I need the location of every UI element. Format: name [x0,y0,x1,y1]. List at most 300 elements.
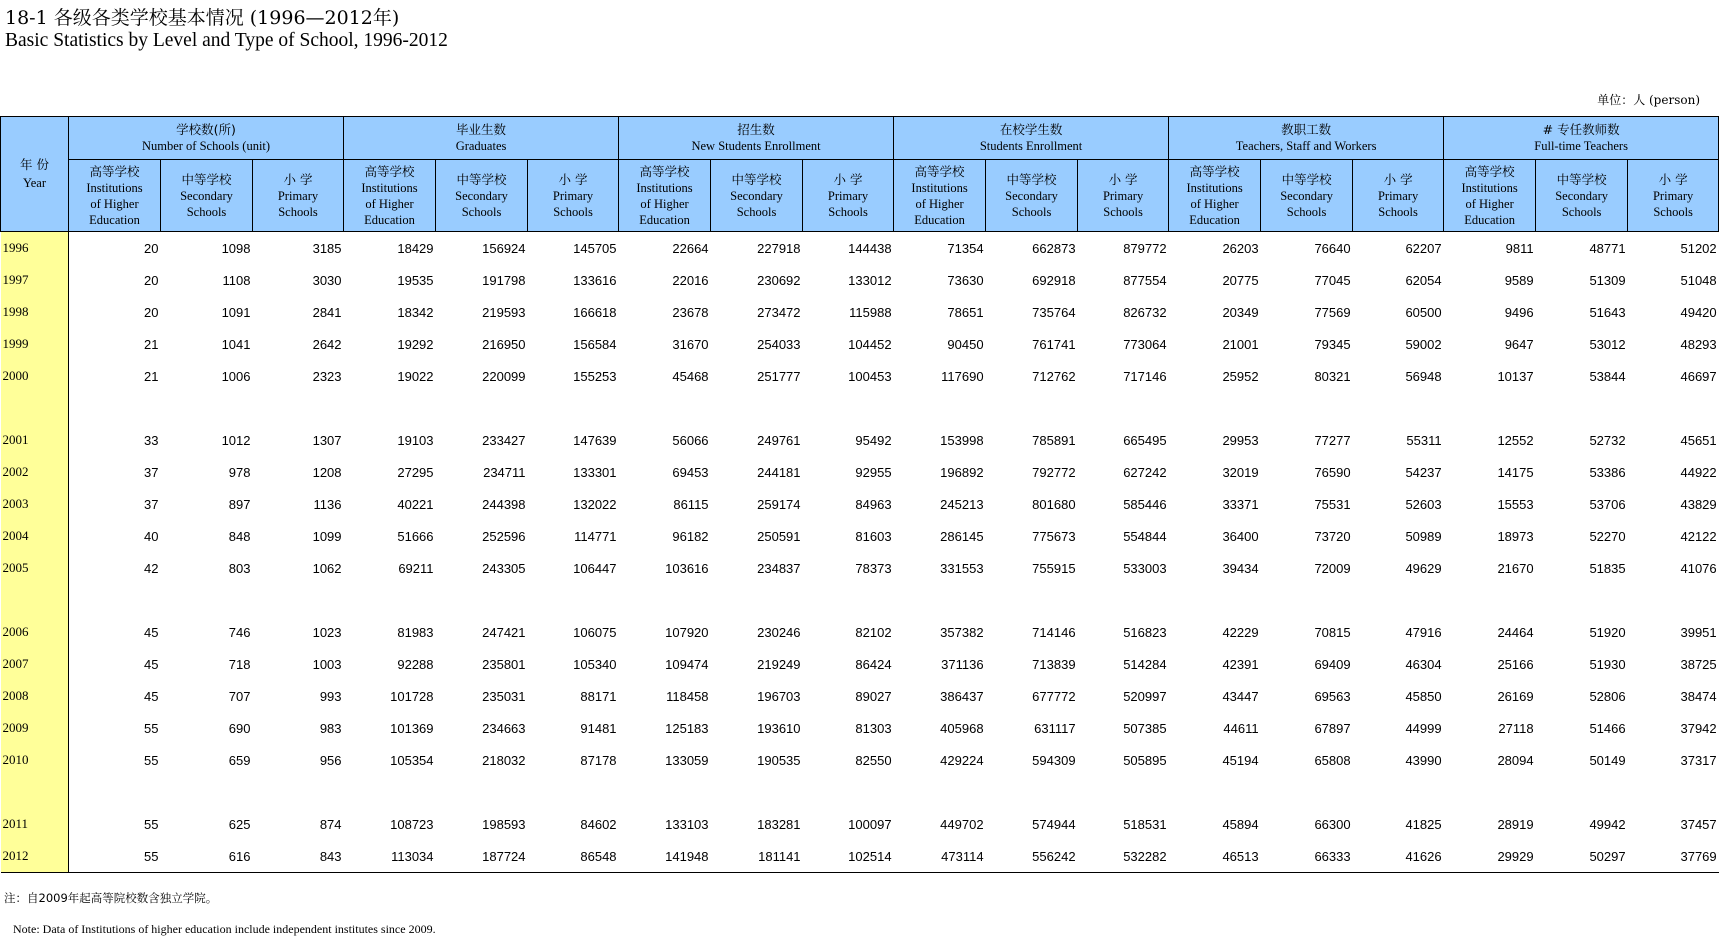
value-cell: 65808 [1314,752,1351,768]
value-cell: 249761 [757,432,801,448]
value-cell: 244398 [482,496,526,512]
value-cell: 879772 [1123,240,1167,256]
value-cell: 51643 [1589,304,1626,320]
empty-cell [711,392,803,424]
year-cell: 2007 [1,648,69,680]
value-cell: 505895 [1123,752,1167,768]
empty-cell [1628,584,1719,616]
value-cell: 15553 [1497,496,1534,512]
value-cell: 76640 [1314,240,1351,256]
value-cell: 235801 [482,656,526,672]
year-header: 年 份 Year [1,117,69,232]
value-cell: 190535 [757,752,801,768]
empty-cell [1353,776,1444,808]
spacer-row [1,584,1719,616]
value-cell: 993 [319,688,342,704]
value-cell: 234711 [483,464,526,480]
empty-cell [344,584,436,616]
value-cell: 54237 [1405,464,1442,480]
value-cell: 69409 [1314,656,1351,672]
value-cell: 429224 [940,752,984,768]
value-cell: 22664 [672,240,709,256]
value-cell: 75531 [1314,496,1351,512]
value-cell: 21670 [1497,560,1534,576]
empty-cell [1353,584,1444,616]
value-cell: 21 [144,368,159,384]
empty-cell [161,392,253,424]
empty-cell [1078,392,1169,424]
empty-cell [161,584,253,616]
empty-cell [803,776,894,808]
value-cell: 144438 [848,240,892,256]
value-cell: 792772 [1032,464,1076,480]
value-cell: 803 [228,560,251,576]
table-row [1,296,1719,328]
value-cell: 50297 [1536,840,1628,873]
value-cell: 1041 [221,336,251,352]
value-cell: 45 [144,656,159,672]
value-cell: 81303 [855,720,892,736]
value-cell: 254033 [757,336,801,352]
value-cell: 2841 [312,304,342,320]
value-cell: 1023 [312,624,342,640]
value-cell: 29953 [1222,432,1259,448]
value-cell: 156584 [573,336,617,352]
value-cell: 18429 [397,240,434,256]
value-cell: 51930 [1589,656,1626,672]
empty-cell [711,776,803,808]
value-cell: 133103 [665,816,709,832]
value-cell: 82550 [855,752,892,768]
value-cell: 56066 [672,432,709,448]
value-cell: 84963 [855,496,892,512]
value-cell: 250591 [757,528,801,544]
value-cell: 43990 [1405,752,1442,768]
value-cell: 32019 [1222,464,1259,480]
value-cell: 14175 [1497,464,1534,480]
value-cell: 45850 [1405,688,1442,704]
value-cell: 53844 [1589,368,1626,384]
value-cell: 53706 [1589,496,1626,512]
value-cell: 44611 [1223,720,1259,736]
footnote-en: Note: Data of Institutions of higher education include independent institutes since 2009. [13,922,436,936]
empty-cell [894,392,986,424]
value-cell: 70815 [1314,624,1351,640]
value-cell: 761741 [1032,336,1076,352]
value-cell: 690 [228,720,251,736]
value-cell: 244181 [757,464,801,480]
empty-cell [803,584,894,616]
value-cell: 42 [144,560,159,576]
subheader-secondary-schools: 中等学校 Secondary Schools [1536,160,1628,232]
value-cell: 77569 [1314,304,1351,320]
value-cell: 677772 [1032,688,1076,704]
value-cell: 53386 [1589,464,1626,480]
value-cell: 55 [144,752,159,768]
value-cell: 86115 [673,496,709,512]
value-cell: 24464 [1497,624,1534,640]
empty-cell [344,392,436,424]
year-cell: 2000 [1,360,69,392]
value-cell: 19535 [397,272,434,288]
empty-cell [1078,776,1169,808]
value-cell: 82102 [855,624,892,640]
value-cell: 1307 [312,432,342,448]
page-title-en: Basic Statistics by Level and Type of School, 1996-2012 [5,30,448,51]
value-cell: 357382 [940,624,984,640]
value-cell: 90450 [947,336,984,352]
value-cell: 233427 [482,432,526,448]
value-cell: 193610 [757,720,801,736]
value-cell: 52603 [1405,496,1442,512]
empty-cell [528,584,619,616]
empty-cell [986,392,1078,424]
value-cell: 118458 [666,688,709,704]
empty-cell [1536,392,1628,424]
empty-cell [1536,584,1628,616]
value-cell: 826732 [1123,304,1167,320]
value-cell: 95492 [855,432,892,448]
subheader-secondary-schools: 中等学校 Secondary Schools [1261,160,1353,232]
value-cell: 125183 [665,720,709,736]
empty-cell [1261,584,1353,616]
value-cell: 956 [319,752,342,768]
value-cell: 714146 [1032,624,1076,640]
table-row [1,264,1719,296]
table-row [1,232,1719,265]
value-cell: 983 [319,720,342,736]
value-cell: 3185 [312,240,342,256]
year-cell-empty [1,584,69,616]
value-cell: 36400 [1222,528,1259,544]
value-cell: 39951 [1680,624,1717,640]
value-cell: 227918 [757,240,801,256]
value-cell: 133059 [665,752,709,768]
page-title-cn: 18-1 各级各类学校基本情况 (1996—2012年) [5,7,400,29]
value-cell: 42122 [1680,528,1717,544]
value-cell: 3030 [312,272,342,288]
unit-label: 单位：人 (person) [1597,93,1700,107]
value-cell: 50989 [1405,528,1442,544]
empty-cell [1169,392,1261,424]
value-cell: 46513 [1169,840,1261,873]
value-cell: 19292 [397,336,434,352]
value-cell: 133301 [573,464,617,480]
value-cell: 29929 [1444,840,1536,873]
value-cell: 585446 [1123,496,1167,512]
value-cell: 46697 [1680,368,1717,384]
value-cell: 86548 [528,840,619,873]
value-cell: 44999 [1405,720,1442,736]
value-cell: 785891 [1032,432,1076,448]
empty-cell [1261,776,1353,808]
value-cell: 843 [253,840,344,873]
value-cell: 631117 [1034,720,1076,736]
empty-cell [1444,392,1536,424]
subheader-primary-schools: 小 学 Primary Schools [253,160,344,232]
value-cell: 66333 [1261,840,1353,873]
empty-cell [436,776,528,808]
value-cell: 107920 [665,624,709,640]
value-cell: 80321 [1314,368,1351,384]
value-cell: 37457 [1680,816,1717,832]
value-cell: 96182 [672,528,709,544]
value-cell: 218032 [482,752,526,768]
year-cell-empty [1,776,69,808]
value-cell: 59002 [1405,336,1442,352]
value-cell: 1098 [221,240,251,256]
table-row [1,424,1719,456]
empty-cell [711,584,803,616]
value-cell: 1136 [313,496,342,512]
value-cell: 113034 [344,840,436,873]
value-cell: 132022 [573,496,617,512]
value-cell: 659 [228,752,251,768]
value-cell: 251777 [757,368,801,384]
value-cell: 247421 [482,624,526,640]
value-cell: 155253 [573,368,617,384]
value-cell: 897 [228,496,251,512]
table-row [1,328,1719,360]
year-cell: 2009 [1,712,69,744]
value-cell: 773064 [1123,336,1167,352]
value-cell: 49420 [1680,304,1717,320]
group-header-row [1,117,1719,160]
value-cell: 47916 [1405,624,1442,640]
empty-cell [1353,392,1444,424]
value-cell: 51309 [1589,272,1626,288]
value-cell: 386437 [940,688,984,704]
empty-cell [436,392,528,424]
group-header-graduates: 毕业生数 Graduates [344,117,619,160]
empty-cell [619,776,711,808]
value-cell: 627242 [1123,464,1167,480]
value-cell: 20 [144,304,159,320]
value-cell: 52806 [1589,688,1626,704]
value-cell: 45 [144,624,159,640]
value-cell: 198593 [482,816,526,832]
value-cell: 26169 [1497,688,1534,704]
value-cell: 43829 [1680,496,1717,512]
value-cell: 20 [144,240,159,256]
value-cell: 230692 [757,272,801,288]
value-cell: 21001 [1222,336,1259,352]
empty-cell [619,392,711,424]
value-cell: 66300 [1314,816,1351,832]
value-cell: 105340 [573,656,617,672]
empty-cell [1169,776,1261,808]
empty-cell [344,776,436,808]
value-cell: 9589 [1504,272,1534,288]
value-cell: 507385 [1123,720,1167,736]
value-cell: 106075 [573,624,617,640]
value-cell: 187724 [436,840,528,873]
subheader-higher-education: 高等学校 Institutions of Higher Education [619,160,711,232]
value-cell: 20 [144,272,159,288]
value-cell: 518531 [1123,816,1167,832]
value-cell: 40 [144,528,159,544]
value-cell: 556242 [986,840,1078,873]
year-cell: 2003 [1,488,69,520]
subheader-higher-education: 高等学校 Institutions of Higher Education [1169,160,1261,232]
value-cell: 22016 [672,272,709,288]
value-cell: 662873 [1032,240,1076,256]
value-cell: 45 [144,688,159,704]
year-cell: 2011 [1,808,69,840]
value-cell: 51202 [1680,240,1717,256]
group-header-teachers: # 专任教师数 Full-time Teachers [1444,117,1719,160]
value-cell: 33371 [1222,496,1259,512]
subheader-primary-schools: 小 学 Primary Schools [1078,160,1169,232]
value-cell: 108723 [390,816,434,832]
empty-cell [803,392,894,424]
value-cell: 156924 [482,240,526,256]
value-cell: 625 [228,816,251,832]
value-cell: 81603 [855,528,892,544]
year-cell: 2006 [1,616,69,648]
sub-header-row [1,160,1719,232]
value-cell: 532282 [1078,840,1169,873]
value-cell: 101369 [390,720,434,736]
value-cell: 1006 [221,368,251,384]
value-cell: 41626 [1353,840,1444,873]
value-cell: 101728 [390,688,434,704]
value-cell: 45894 [1222,816,1259,832]
value-cell: 84602 [580,816,617,832]
value-cell: 77277 [1314,432,1351,448]
value-cell: 252596 [482,528,526,544]
value-cell: 219593 [482,304,526,320]
value-cell: 87178 [580,752,617,768]
value-cell: 103616 [665,560,709,576]
value-cell: 216950 [482,336,526,352]
empty-cell [528,776,619,808]
value-cell: 848 [228,528,251,544]
table-row [1,520,1719,552]
subheader-primary-schools: 小 学 Primary Schools [1353,160,1444,232]
value-cell: 45194 [1222,752,1259,768]
table-row [1,712,1719,744]
value-cell: 60500 [1405,304,1442,320]
value-cell: 2642 [312,336,342,352]
value-cell: 92955 [855,464,892,480]
value-cell: 1108 [222,272,251,288]
value-cell: 73720 [1314,528,1351,544]
empty-cell [161,776,253,808]
table-row [1,840,1719,873]
empty-cell [69,392,161,424]
value-cell: 102514 [803,840,894,873]
footnote-cn: 注：自2009年起高等院校数含独立学院。 [4,891,218,905]
value-cell: 67897 [1314,720,1351,736]
subheader-secondary-schools: 中等学校 Secondary Schools [436,160,528,232]
value-cell: 23678 [672,304,709,320]
table-row [1,488,1719,520]
value-cell: 801680 [1032,496,1076,512]
value-cell: 72009 [1314,560,1351,576]
subheader-secondary-schools: 中等学校 Secondary Schools [711,160,803,232]
value-cell: 181141 [711,840,803,873]
value-cell: 473114 [894,840,986,873]
value-cell: 52732 [1589,432,1626,448]
value-cell: 286145 [940,528,984,544]
statistics-table [0,116,1719,873]
empty-cell [986,584,1078,616]
value-cell: 533003 [1123,560,1167,576]
value-cell: 50149 [1589,752,1626,768]
empty-cell [986,776,1078,808]
table-row [1,648,1719,680]
value-cell: 106447 [573,560,617,576]
table-row [1,680,1719,712]
group-header-new-enrollment: 招生数 New Students Enrollment [619,117,894,160]
value-cell: 692918 [1032,272,1076,288]
value-cell: 38474 [1680,688,1717,704]
value-cell: 25166 [1497,656,1534,672]
value-cell: 449702 [940,816,984,832]
value-cell: 71354 [947,240,984,256]
value-cell: 10137 [1497,368,1534,384]
value-cell: 616 [161,840,253,873]
value-cell: 1003 [312,656,342,672]
value-cell: 53012 [1589,336,1626,352]
subheader-primary-schools: 小 学 Primary Schools [803,160,894,232]
value-cell: 191798 [482,272,526,288]
value-cell: 45468 [672,368,709,384]
value-cell: 52270 [1589,528,1626,544]
empty-cell [1536,776,1628,808]
value-cell: 18973 [1497,528,1534,544]
value-cell: 153998 [940,432,984,448]
value-cell: 92288 [397,656,434,672]
empty-cell [1078,584,1169,616]
value-cell: 79345 [1314,336,1351,352]
value-cell: 230246 [757,624,801,640]
subheader-secondary-schools: 中等学校 Secondary Schools [161,160,253,232]
value-cell: 48293 [1680,336,1717,352]
value-cell: 37 [144,496,159,512]
year-cell: 2005 [1,552,69,584]
value-cell: 39434 [1222,560,1259,576]
value-cell: 594309 [1032,752,1076,768]
empty-cell [253,584,344,616]
value-cell: 69453 [672,464,709,480]
subheader-secondary-schools: 中等学校 Secondary Schools [986,160,1078,232]
value-cell: 114771 [574,528,617,544]
value-cell: 775673 [1032,528,1076,544]
value-cell: 713839 [1032,656,1076,672]
value-cell: 243305 [482,560,526,576]
value-cell: 19103 [397,432,434,448]
empty-cell [253,776,344,808]
year-cell: 1997 [1,264,69,296]
value-cell: 56948 [1405,368,1442,384]
value-cell: 183281 [757,816,801,832]
empty-cell [1628,392,1719,424]
subheader-primary-schools: 小 学 Primary Schools [1628,160,1719,232]
value-cell: 48771 [1589,240,1626,256]
value-cell: 220099 [482,368,526,384]
value-cell: 755915 [1032,560,1076,576]
value-cell: 514284 [1123,656,1167,672]
value-cell: 712762 [1032,368,1076,384]
value-cell: 88171 [580,688,617,704]
value-cell: 26203 [1222,240,1259,256]
value-cell: 81983 [397,624,434,640]
year-cell: 1996 [1,232,69,265]
value-cell: 874 [319,816,342,832]
value-cell: 44922 [1680,464,1717,480]
